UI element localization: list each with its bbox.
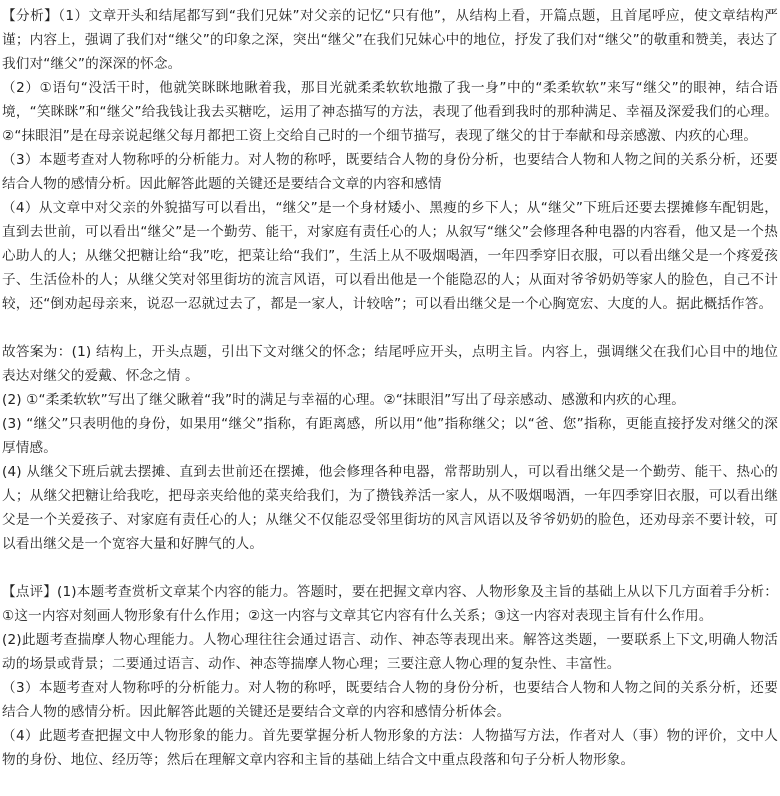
analysis-section xyxy=(2,4,778,316)
section-spacer xyxy=(2,556,778,580)
section-spacer xyxy=(2,316,778,340)
answer-section xyxy=(2,340,778,556)
answer-paragraph-1: 故答案为：(1) 结构上，开头点题，引出下文对继父的怀念；结尾呼应开头，点明主旨。内容上，强调继父在我们心目中的地位表达对继父的爱戴、怀念之情 。 xyxy=(2,344,778,384)
answer-paragraph-4: (4) 从继父下班后就去摆摊、直到去世前还在摆摊，他会修理各种电器，常帮助别人，可以看出继父是一个勤劳、能干、热心的人；从继父把糖让给我吃，把母亲夹给他的菜夹给我们，为了攒钱养活一家人，从不吸烟喝酒，一年四季穿旧衣服，可以看出继父是一个关爱孩子、对家庭有责任心的人；从继父不仅能忍受邻里街坊的风言风语以及爷爷奶奶的脸色，还劝母亲不要计较，可以看出继父是一个宽容大量和好脾气的人。 xyxy=(2,464,778,552)
analysis-paragraph-4: （4）从文章中对父亲的外貌描写可以看出，“继父”是一个身材矮小、黑瘦的乡下人；从“继父”下班后还要去摆摊修车配钥匙，直到去世前，可以看出“继父”是一个勤劳、能干，对家庭有责任心的人；从叙写“继父”会修理各种电器的内容看，他又是一个热心助人的人；从继父把糖让给“我”吃，把菜让给“我们”，生活上从不吸烟喝酒，一年四季穿旧衣服，可以看出继父是一个疼爱孩子、生活俭朴的人；从继父笑对邻里街坊的流言风语，可以看出他是一个能隐忍的人；从面对爷爷奶奶等家人的脸色，自己不计较，还“倒劝起母亲来，说忍一忍就过去了，都是一家人，计较啥”；可以看出继父是一个心胸宽宏、大度的人。据此概括作答。 xyxy=(2,200,778,312)
answer-paragraph-3: (3) “继父”只表明他的身份，如果用“继父”指称，有距离感，所以用“他”指称继父；以“爸、您”指称，更能直接抒发对继父的深厚情感。 xyxy=(2,416,778,456)
comment-paragraph-2: (2)此题考查揣摩人物心理能力。人物心理往往会通过语言、动作、神态等表现出来。解答这类题，一要联系上下文,明确人物活动的场景或背景；二要通过语言、动作、神态等揣摩人物心理；三要注意人物心理的复杂性、丰富性。 xyxy=(2,632,778,672)
analysis-paragraph-2: （2）①语句“没活干时，他就笑眯眯地瞅着我，那目光就柔柔软软地撒了我一身”中的“柔柔软软”来写“继父”的眼神，结合语境，“笑眯眯”和“继父”给我钱让我去买糖吃，运用了神态描写的方法，表现了他看到我时的那种满足、幸福及深爱我们的心理。②“抹眼泪”是在母亲说起继父每月都把工资上交给自己时的一个细节描写，表现了继父的甘于奉献和母亲感激、内疚的心理。 xyxy=(2,80,778,144)
analysis-paragraph-3: （3）本题考查对人物称呼的分析能力。对人物的称呼，既要结合人物的身份分析，也要结合人物和人物之间的关系分析，还要结合人物的感情分析。因此解答此题的关键还是要结合文章的内容和感情 xyxy=(2,152,778,192)
analysis-paragraph-1: 【分析】（1）文章开头和结尾都写到“我们兄妹”对父亲的记忆“只有他”，从结构上看，开篇点题，且首尾呼应，使文章结构严谨；内容上，强调了我们对“继父”的印象之深，突出“继父”在我们兄妹心中的地位，抒发了我们对“继父”的敬重和赞美，表达了我们对“继父”的深深的怀念。 xyxy=(2,8,778,72)
comment-paragraph-4: （4）此题考查把握文中人物形象的能力。首先要掌握分析人物形象的方法：人物描写方法，作者对人（事）物的评价，文中人物的身份、地位、经历等；然后在理解文章内容和主旨的基础上结合文中重点段落和句子分析人物形象。 xyxy=(2,728,778,768)
answer-paragraph-2: (2) ①“柔柔软软”写出了继父瞅着“我”时的满足与幸福的心理。②“抹眼泪”写出了母亲感动、感激和内疚的心理。 xyxy=(2,392,685,408)
comment-section xyxy=(2,580,778,772)
comment-paragraph-1: 【点评】(1)本题考查赏析文章某个内容的能力。答题时，要在把握文章内容、人物形象及主旨的基础上从以下几方面着手分析：①这一内容对刻画人物形象有什么作用；②这一内容与文章其它内容有什么关系；③这一内容对表现主旨有什么作用。 xyxy=(2,584,778,624)
comment-paragraph-3: （3）本题考查对人物称呼的分析能力。对人物的称呼，既要结合人物的身份分析，也要结合人物和人物之间的关系分析，还要结合人物的感情分析。因此解答此题的关键还是要结合文章的内容和感情分析体会。 xyxy=(2,680,778,720)
